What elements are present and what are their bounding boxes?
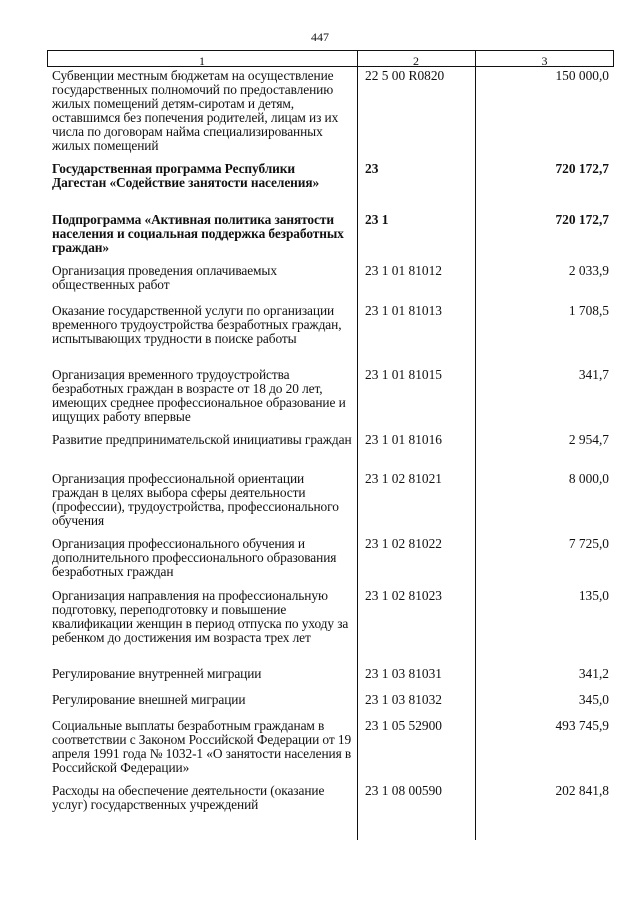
row-description: Государственная программа Республики Дагестан «Содействие занятости населения» bbox=[52, 161, 320, 190]
row-code: 23 1 01 81012 bbox=[365, 263, 442, 278]
row-amount: 345,0 bbox=[578, 692, 609, 707]
row-description: Организация проведения оплачиваемых общественных работ bbox=[52, 263, 277, 292]
page-number: 447 bbox=[311, 30, 329, 44]
row-description: Организация временного трудоустройства безработных граждан в возрасте от 18 до 20 лет, имеющих среднее профессиональное образование и ищущих работу впервые bbox=[52, 367, 346, 424]
table-top-rule bbox=[47, 50, 614, 51]
budget-table bbox=[47, 50, 614, 840]
column-rule-2 bbox=[475, 50, 476, 840]
row-code: 23 1 03 81031 bbox=[365, 666, 442, 681]
row-description: Организация профессионального обучения и дополнительного профессионального образования безработных граждан bbox=[52, 536, 337, 579]
row-description: Организация профессиональной ориентации граждан в целях выбора сферы деятельности (профессии), трудоустройства, профессионального обучения bbox=[52, 471, 339, 528]
row-code: 23 1 03 81032 bbox=[365, 692, 442, 707]
row-description: Оказание государственной услуги по организации временного трудоустройства безработных граждан, испытывающих трудности в поиске работы bbox=[52, 303, 342, 346]
row-amount: 8 000,0 bbox=[568, 471, 609, 486]
column-header-1: 1 bbox=[199, 54, 205, 68]
row-amount: 2 954,7 bbox=[568, 432, 609, 447]
row-amount: 135,0 bbox=[578, 588, 609, 603]
row-code: 23 1 01 81013 bbox=[365, 303, 442, 318]
row-amount: 720 172,7 bbox=[555, 212, 609, 227]
row-description: Расходы на обеспечение деятельности (оказание услуг) государственных учреждений bbox=[52, 783, 325, 812]
row-code: 23 1 02 81022 bbox=[365, 536, 442, 551]
row-amount: 1 708,5 bbox=[568, 303, 609, 318]
row-code: 23 bbox=[365, 161, 379, 176]
row-amount: 2 033,9 bbox=[568, 263, 609, 278]
row-code: 23 1 01 81016 bbox=[365, 432, 442, 447]
row-amount: 493 745,9 bbox=[555, 718, 609, 733]
row-description: Регулирование внутренней миграции bbox=[52, 666, 262, 681]
row-code: 23 1 02 81023 bbox=[365, 588, 442, 603]
row-description: Организация направления на профессиональную подготовку, переподготовку и повышение квалификации женщин в период отпуска по уходу за ребенком до достижения им возраста трех лет bbox=[52, 588, 349, 645]
row-amount: 720 172,7 bbox=[555, 161, 609, 176]
row-code: 23 1 05 52900 bbox=[365, 718, 442, 733]
row-description: Развитие предпринимательской инициативы граждан bbox=[52, 432, 352, 447]
column-header-2: 2 bbox=[413, 54, 419, 68]
row-description: Регулирование внешней миграции bbox=[52, 692, 246, 707]
row-amount: 341,7 bbox=[578, 367, 609, 382]
row-code: 23 1 bbox=[365, 212, 389, 227]
row-amount: 341,2 bbox=[578, 666, 609, 681]
row-amount: 7 725,0 bbox=[568, 536, 609, 551]
row-description: Субвенции местным бюджетам на осуществление государственных полномочий по предоставлению жилых помещений детям-сиротам и детям, оставшимся без попечения родителей, лицам из их числа по договорам найма специализированных жилых помещений bbox=[52, 68, 339, 153]
column-header-3: 3 bbox=[541, 54, 548, 68]
row-amount: 202 841,8 bbox=[555, 783, 609, 798]
row-description: Подпрограмма «Активная политика занятости населения и социальная поддержка безработных граждан» bbox=[52, 212, 344, 255]
column-rule-1 bbox=[357, 50, 358, 840]
row-code: 23 1 02 81021 bbox=[365, 471, 442, 486]
row-description: Социальные выплаты безработным гражданам в соответствии с Законом Российской Федерации от 19 апреля 1991 года № 1032-1 «О занятости населения в Российской Федерации» bbox=[52, 718, 352, 775]
row-code: 22 5 00 R0820 bbox=[365, 68, 445, 83]
row-code: 23 1 01 81015 bbox=[365, 367, 442, 382]
row-amount: 150 000,0 bbox=[555, 68, 609, 83]
row-code: 23 1 08 00590 bbox=[365, 783, 442, 798]
